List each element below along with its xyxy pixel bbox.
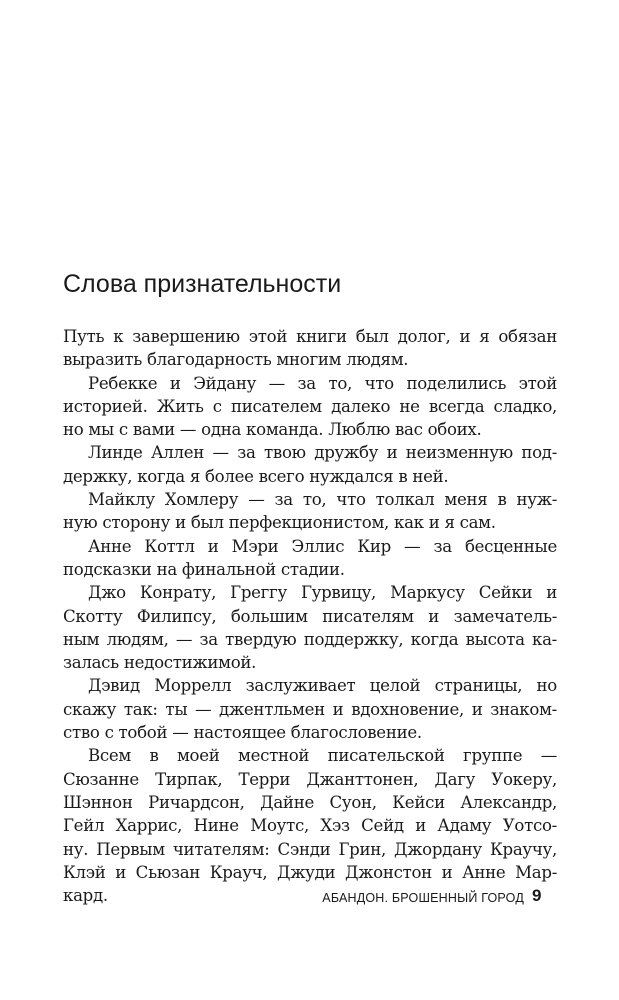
paragraph (63, 325, 557, 372)
text-line: но мы с вами — одна команда. Люблю вас обоих. (63, 420, 482, 440)
text-line: Клэй и Сьюзан Крауч, Джуди Джонстон и Анне Мар- (63, 862, 557, 882)
text-line: кард. (63, 886, 108, 906)
text-line: подсказки на финальной стадии. (63, 559, 345, 579)
text-line: Гейл Харрис, Нине Моутс, Хэз Сейд и Адаму Уотсо- (63, 816, 557, 836)
paragraph (63, 581, 557, 674)
text-line: скажу так: ты — джентльмен и вдохновение, и знаком- (63, 699, 557, 719)
text-line: залась недостижимой. (63, 653, 257, 673)
text-line: Всем в моей местной писательской группе — (88, 746, 557, 766)
text-line: ным людям, — за твердую поддержку, когда высота ка- (63, 629, 557, 649)
body-text (63, 325, 557, 907)
text-line: Ребекке и Эйдану — за то, что поделились этой (88, 373, 557, 393)
text-line: Путь к завершению этой книги был долог, и я обязан (63, 327, 557, 346)
text-line: Скотту Филипсу, большим писателям и замечатель- (63, 606, 557, 626)
text-line: ну. Первым читателям: Сэнди Грин, Джордану Краучу, (63, 839, 557, 859)
text-line: историей. Жить с писателем далеко не всегда сладко, (63, 396, 557, 416)
paragraph (63, 372, 557, 442)
page-number: 9 (532, 886, 542, 905)
text-line: Линде Аллен — за твою дружбу и неизменную под- (88, 443, 557, 463)
paragraph (63, 441, 557, 488)
chapter-heading: Слова признательности (63, 270, 342, 298)
paragraph (63, 674, 557, 744)
text-line: Дэвид Моррелл заслуживает целой страницы, но (88, 676, 557, 696)
paragraph (63, 488, 557, 535)
text-line: Анне Коттл и Мэри Эллис Кир — за бесценные (88, 536, 557, 556)
paragraph (63, 744, 557, 907)
paragraph (63, 535, 557, 582)
text-line: выразить благодарность многим людям. (63, 350, 409, 370)
text-line: ство с тобой — настоящее благословение. (63, 723, 422, 743)
text-line: Шэннон Ричардсон, Дайне Суон, Кейси Александр, (63, 792, 557, 812)
text-line: Джо Конрату, Греггу Гурвицу, Маркусу Сейки и (88, 583, 557, 603)
running-title: АБАНДОН. БРОШЕННЫЙ ГОРОД (322, 891, 524, 905)
text-line: ную сторону и был перфекционистом, как и я сам. (63, 513, 496, 533)
text-line: держку, когда я более всего нуждался в ней. (63, 466, 449, 486)
text-line: Майклу Хомлеру — за то, что толкал меня в нуж- (88, 490, 557, 510)
text-line: Сюзанне Тирпак, Терри Джанттонен, Дагу Уокеру, (63, 769, 557, 789)
